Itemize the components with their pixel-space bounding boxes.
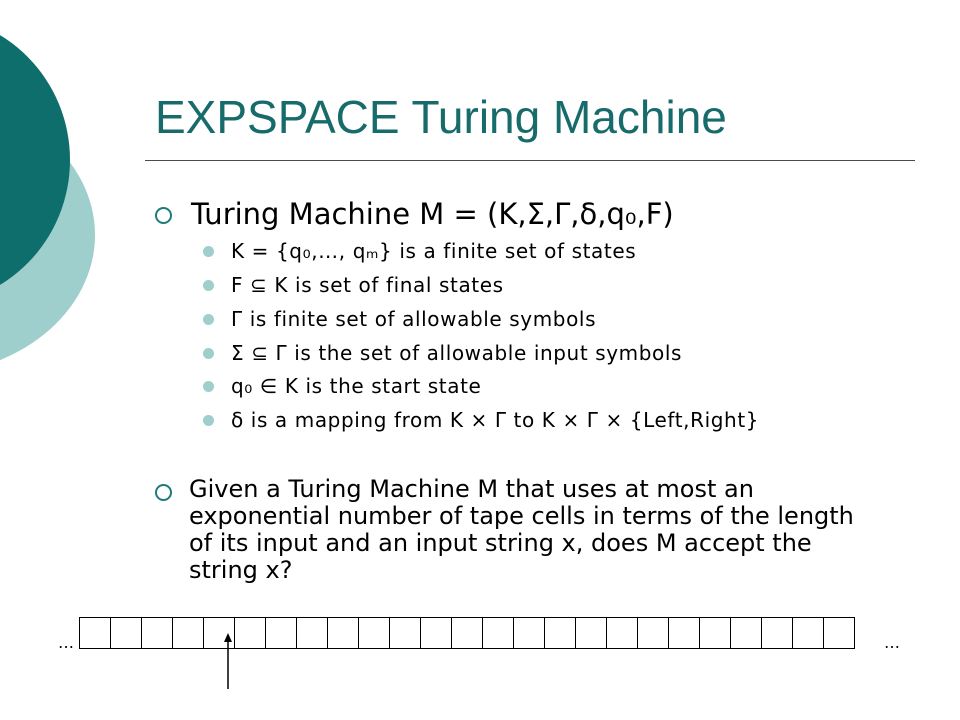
dot-bullet-icon bbox=[203, 280, 214, 291]
tape-cell bbox=[296, 617, 328, 649]
tape-cell bbox=[110, 617, 142, 649]
dot-bullet-icon bbox=[203, 246, 214, 257]
tape-cell bbox=[451, 617, 483, 649]
tape-cell bbox=[730, 617, 762, 649]
tape-cell bbox=[172, 617, 204, 649]
tape-cell bbox=[792, 617, 824, 649]
tape-right-ellipsis: … bbox=[884, 633, 900, 652]
title-divider bbox=[145, 160, 915, 161]
tape-cell bbox=[141, 617, 173, 649]
tape-cell bbox=[637, 617, 669, 649]
tape-cell bbox=[79, 617, 111, 649]
sub-item-text: q₀ ∈ K is the start state bbox=[231, 374, 482, 398]
sub-item-text: Σ ⊆ Γ is the set of allowable input symbols bbox=[231, 341, 683, 365]
tape-cell bbox=[513, 617, 545, 649]
tape-cell bbox=[761, 617, 793, 649]
tape-cell bbox=[668, 617, 700, 649]
tape-cell bbox=[234, 617, 266, 649]
tape-cell bbox=[823, 617, 855, 649]
bullet-text: Turing Machine M = (K,Σ,Γ,δ,q₀,F) bbox=[191, 197, 674, 231]
sub-item-text: Γ is finite set of allowable symbols bbox=[231, 307, 597, 331]
slide-title: EXPSPACE Turing Machine bbox=[155, 91, 727, 143]
tape-head-arrow-icon bbox=[220, 633, 236, 689]
tape-cell bbox=[544, 617, 576, 649]
dot-bullet-icon bbox=[203, 415, 214, 426]
turing-tape bbox=[80, 617, 855, 649]
tape-cell bbox=[389, 617, 421, 649]
dot-bullet-icon bbox=[203, 348, 214, 359]
ring-bullet-icon bbox=[155, 196, 172, 232]
tape-cell bbox=[265, 617, 297, 649]
sub-item-text: K = {q₀,…, qₘ} is a finite set of states bbox=[231, 239, 637, 263]
tape-cell bbox=[358, 617, 390, 649]
tape-left-ellipsis: … bbox=[58, 633, 74, 652]
tape-cell bbox=[575, 617, 607, 649]
dot-bullet-icon bbox=[203, 314, 214, 325]
tape-cell bbox=[482, 617, 514, 649]
ring-bullet-icon bbox=[155, 476, 172, 507]
tape-cell bbox=[606, 617, 638, 649]
bullet-text: Given a Turing Machine M that uses at most an exponential number of tape cells in terms of the length of its input and an input string x, does M accept the string x? bbox=[189, 475, 854, 584]
dot-bullet-icon bbox=[203, 381, 214, 392]
tape-cell bbox=[327, 617, 359, 649]
tape-cell bbox=[420, 617, 452, 649]
sub-item-text: δ is a mapping from K × Γ to K × Γ × {Left,Right} bbox=[231, 408, 760, 432]
tape-cell bbox=[699, 617, 731, 649]
bullet-question bbox=[155, 476, 875, 584]
sub-item-text: F ⊆ K is set of final states bbox=[231, 273, 504, 297]
